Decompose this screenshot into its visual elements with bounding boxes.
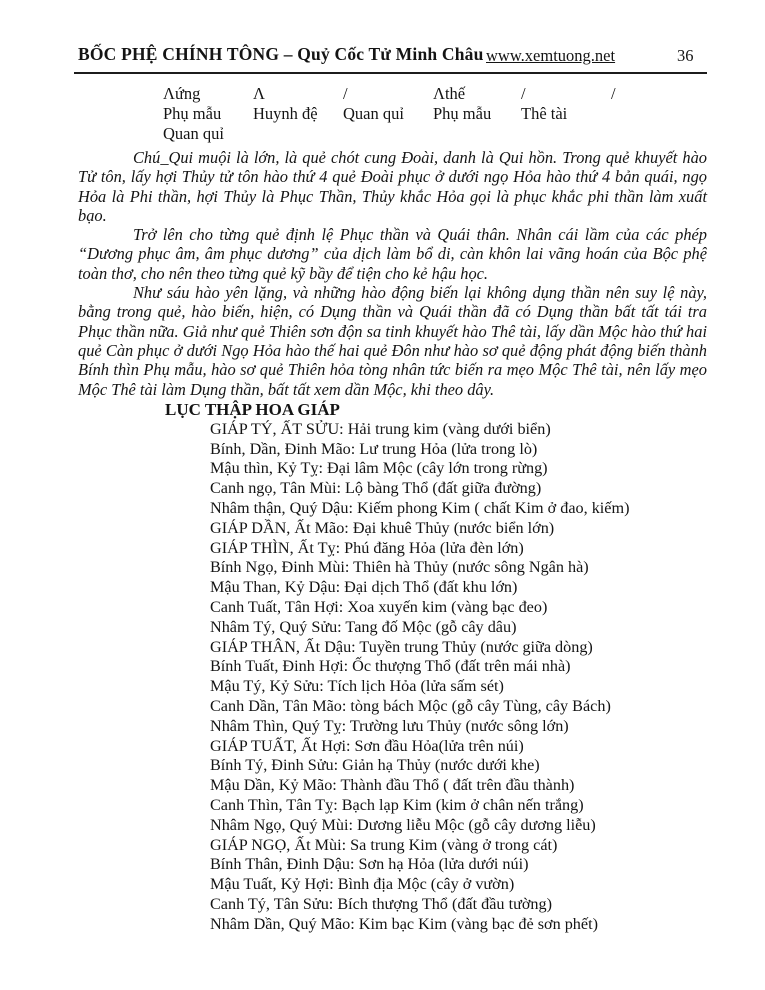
- list-item: Nhâm Thìn, Quý Tỵ: Trường lưu Thủy (nước sông lớn): [210, 716, 569, 735]
- page-body: [78, 148, 707, 935]
- hexagram-symbol: Λthế: [433, 84, 466, 103]
- list-item: Bính Tý, Đinh Sửu: Giản hạ Thủy (nước dưới khe): [210, 756, 540, 775]
- hexagram-label: Quan quỉ: [343, 104, 404, 123]
- paragraph-note: Chú_Qui muội là lớn, là quẻ chót cung Đoài, danh là Qui hồn. Trong quẻ khuyết hào Tử tôn, lấy hợi Thủy tử tôn hào thứ 4 quẻ Đoài phục ở dưới ngọ Hỏa hào thứ 4 bản quái, ngọ Hỏa là Phi thần, hợi Thủy là Phục Thần, Thủy khắc Hỏa gọi là phục khắc phi thần làm xuất bạo.: [78, 148, 707, 225]
- hexagram-symbol: Λứng: [163, 84, 201, 103]
- list-item: GIÁP THÌN, Ất Tỵ: Phú đăng Hỏa (lửa đèn lớn): [210, 538, 524, 557]
- list-item: Nhâm Ngọ, Quý Mùi: Dương liễu Mộc (gỗ cây dương liễu): [210, 815, 596, 834]
- section-heading: LỤC THẬP HOA GIÁP: [165, 399, 340, 419]
- list-item: GIÁP DẦN, Ất Mão: Đại khuê Thủy (nước biển lớn): [210, 518, 555, 537]
- hexagram-table: [163, 84, 701, 144]
- hexagram-symbol: /: [521, 84, 526, 103]
- list-item: Bính Ngọ, Đinh Mùi: Thiên hà Thủy (nước sông Ngân hà): [210, 558, 589, 577]
- hexagram-label: [611, 104, 701, 124]
- list-item: GIÁP NGỌ, Ất Mùi: Sa trung Kim (vàng ở trong cát): [210, 835, 558, 854]
- page-number: 36: [677, 46, 694, 65]
- hexagram-label: Thê tài: [521, 104, 568, 123]
- list-item: Mậu Tuất, Kỷ Hợi: Bình địa Mộc (cây ở vườn): [210, 875, 515, 894]
- list-item: Bính Tuất, Đinh Hợi: Ốc thượng Thổ (đất trên mái nhà): [210, 657, 571, 676]
- hoa-giap-list: [210, 420, 707, 935]
- list-item: Nhâm Tý, Quý Sửu: Tang đố Mộc (gỗ cây dâu): [210, 617, 517, 636]
- list-item: Canh Tuất, Tân Hợi: Xoa xuyến kim (vàng bạc đeo): [210, 598, 548, 617]
- hexagram-symbol: Λ: [253, 84, 265, 103]
- list-item: Mậu Than, Kỷ Dậu: Đại dịch Thổ (đất khu lớn): [210, 578, 518, 597]
- list-item: Canh Tý, Tân Sửu: Bích thượng Thổ (đất đầu tường): [210, 894, 552, 913]
- list-item: Bính Thân, Đinh Dậu: Sơn hạ Hỏa (lửa dưới núi): [210, 855, 529, 874]
- hexagram-label: Quan quỉ: [163, 124, 224, 143]
- hexagram-symbol: /: [611, 84, 616, 103]
- list-item: Nhâm Dần, Quý Mão: Kim bạc Kim (vàng bạc đẻ sơn phết): [210, 914, 598, 933]
- list-item: Mậu thìn, Kỷ Tỵ: Đại lâm Mộc (cây lớn trong rừng): [210, 459, 548, 478]
- list-item: Mậu Dần, Kỷ Mão: Thành đầu Thổ ( đất trên đầu thành): [210, 776, 575, 795]
- website-link[interactable]: www.xemtuong.net: [486, 46, 616, 65]
- list-item: Bính, Dần, Đinh Mão: Lư trung Hỏa (lửa trong lò): [210, 439, 538, 458]
- list-item: Nhâm thận, Quý Dậu: Kiếm phong Kim ( chất Kim ở đao, kiếm): [210, 499, 630, 518]
- list-item: GIÁP TÝ, ẤT SỬU: Hải trung kim (vàng dưới biển): [210, 419, 551, 438]
- list-item: Canh Thìn, Tân Tỵ: Bạch lạp Kim (kim ở chân nến trắng): [210, 796, 584, 814]
- hexagram-label: Phụ mẫu: [163, 104, 222, 123]
- hexagram-label: Phụ mẫu: [433, 104, 492, 123]
- list-item: Canh ngọ, Tân Mùi: Lộ bàng Thổ (đất giữa đường): [210, 479, 542, 498]
- list-item: GIÁP TUẤT, Ất Hợi: Sơn đầu Hỏa(lửa trên núi): [210, 736, 524, 755]
- list-item: GIÁP THÂN, Ất Dậu: Tuyền trung Thủy (nước giữa dòng): [210, 637, 593, 656]
- hexagram-label: Huynh đệ: [253, 104, 318, 123]
- list-item: Canh Dần, Tân Mão: tòng bách Mộc (gỗ cây Tùng, cây Bách): [210, 697, 611, 716]
- header-divider: [74, 72, 707, 74]
- hexagram-symbol: /: [343, 84, 348, 103]
- book-title: BỐC PHỆ CHÍNH TÔNG – Quỷ Cốc Tử Minh Châu: [78, 44, 484, 64]
- paragraph-example: Như sáu hào yên lặng, và những hào động biến lại không dụng thần nên suy lệ này, bằng trong quẻ, hào biến, hiện, có Dụng thần và Quái thần đã có Dụng thần bất tất tái tra Phục thần nữa. Giả như quẻ Thiên sơn độn sa tinh khuyết hào Thê tài, lấy dần Mộc hào thứ hai quẻ Càn phục ở dưới Ngọ Hỏa hào thế hai quẻ Đôn như hào sơ quẻ động phát động biến thành Bính thìn Phụ mẫu, hào sơ quẻ Thiên hỏa tòng nhân tức biến ra mẹo Mộc Thê tài, nên lấy mẹo Mộc Thê tài làm Dụng thần, bất tất xem dần Mộc, khi theo dây.: [78, 283, 707, 399]
- paragraph-rule: Trở lên cho từng quẻ định lệ Phục thần và Quái thân. Nhân cái lầm của các phép “Dương phục âm, âm phục dương” của dịch làm bổ di, càn khôn lai vãng hoán của Bộc phệ toàn thơ, cho nên theo từng quẻ kỹ bầy để tiện cho kẻ hậu học.: [78, 225, 707, 283]
- list-item: Mậu Tý, Kỷ Sửu: Tích lịch Hỏa (lửa sấm sét): [210, 677, 504, 696]
